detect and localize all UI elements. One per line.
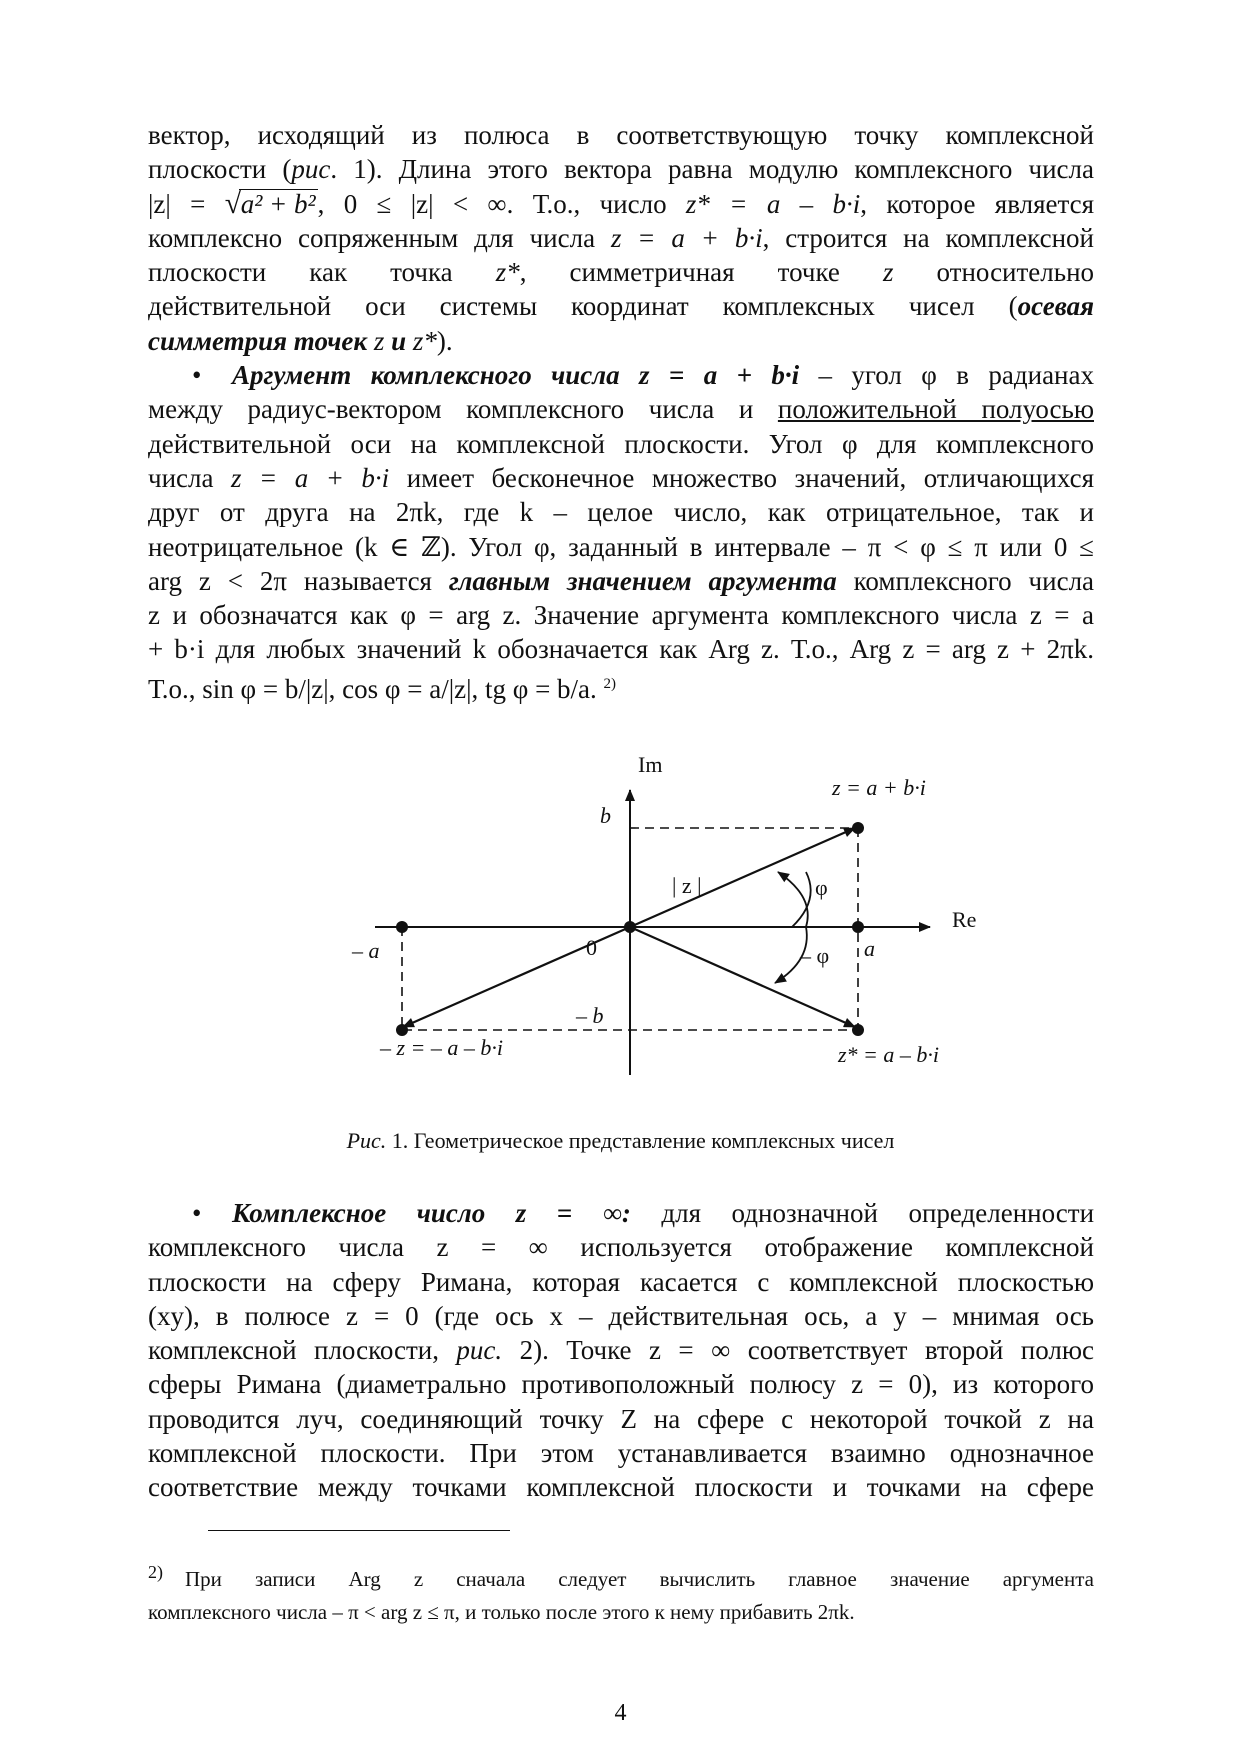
point-a — [852, 921, 864, 933]
text-line: между радиус-вектором комплексного числа и положительной полуосью — [148, 394, 1094, 425]
label-im: Im — [638, 752, 663, 777]
phi-arc-upper — [778, 872, 808, 927]
page-number: 4 — [614, 1700, 627, 1726]
text-line: друг от друга на 2πk, где k – целое число, как отрицательное, так и — [148, 497, 1094, 528]
text-line: плоскости как точка z*, симметричная точке z относительно — [148, 257, 1095, 288]
label-minus-z: – z = – a – b·i — [380, 1035, 504, 1060]
bullet-heading-argument: • Аргумент комплексного числа z = a + b·i – угол φ в радианах — [192, 360, 1094, 391]
paragraph-infinity — [148, 1196, 1094, 1505]
text-line: плоскости (рис. 1). Длина этого вектора равна модулю комплексного числа — [148, 154, 1094, 185]
text-line: вектор, исходящий из полюса в соответствующую точку комплексной — [148, 120, 1094, 150]
text-line: проводится луч, соединяющий точку Z на сфере с некоторой точкой z на — [148, 1403, 1094, 1434]
text-line: неотрицательное (k ∈ ℤ). Угол φ, заданный в интервале – π < φ ≤ π или 0 ≤ — [148, 531, 1094, 562]
point-z — [852, 822, 864, 834]
footnote-line: комплексного числа – π < arg z ≤ π, и только после этого к нему прибавить 2πk. — [148, 1600, 855, 1624]
footnote-reference: 2) — [603, 675, 617, 692]
text-line: (xy), в полюсе z = 0 (где ось x – действительная ось, а y – мнимая ось — [148, 1300, 1094, 1331]
text-line: комплексной плоскости. При этом устанавливается взаимно однозначное — [148, 1438, 1094, 1469]
text-line: arg z < 2π называется главным значением аргумента комплексного числа — [148, 565, 1095, 596]
footnote-number: 2) — [148, 1562, 163, 1582]
footnote-divider — [208, 1530, 510, 1531]
sqrt-expression: √ a² + b² — [224, 186, 316, 220]
text-line: |z| = √ a² + b², 0 ≤ |z| < ∞. Т.о., число z* = a – b·i, которое является — [148, 186, 1095, 220]
text-line: симметрия точек z и z*). — [148, 325, 453, 356]
text-line: действительной оси на комплексной плоскости. Угол φ для комплексного — [148, 428, 1094, 459]
text-line: плоскости на сферу Римана, которая касается с комплексной плоскостью — [148, 1266, 1094, 1297]
label-re: Re — [952, 907, 977, 932]
text-line: Т.о., sin φ = b/|z|, cos φ = a/|z|, tg φ = b/a. $^{2)}$ — [148, 673, 617, 704]
label-zero: 0 — [586, 935, 597, 960]
text-line: комплексной плоскости, рис. 2). Точке z = ∞ соответствует второй полюс — [148, 1335, 1094, 1366]
label-b: b — [600, 803, 611, 828]
label-minus-a: – a — [352, 938, 380, 963]
complex-plane-diagram — [148, 745, 1094, 1105]
label-z: z = a + b·i — [832, 775, 926, 800]
text-line: z и обозначатся как φ = arg z. Значение аргумента комплексного числа z = a — [148, 600, 1094, 631]
text-line: числа z = a + b·i имеет бесконечное множество значений, отличающихся — [148, 462, 1094, 493]
text-line: сферы Римана (диаметрально противоположный полюсу z = 0), из которого — [148, 1369, 1094, 1400]
point-origin — [624, 921, 636, 933]
point-minus-a — [396, 921, 408, 933]
label-a: a — [864, 936, 875, 961]
label-minus-b: – b — [576, 1003, 604, 1028]
point-z-star — [852, 1024, 864, 1036]
paragraph-intro — [148, 118, 1094, 706]
bullet-heading-infinity: • Комплексное число z = ∞: для однозначной определенности — [192, 1198, 1095, 1228]
text-line: соответствие между точками комплексной плоскости и точками на сфере — [148, 1472, 1094, 1503]
label-modz: | z | — [672, 873, 702, 898]
footnote — [148, 1556, 1094, 1629]
vector-z-star — [630, 927, 855, 1027]
text-line: комплексного числа z = ∞ используется отображение комплексной — [148, 1232, 1094, 1263]
label-phi: φ — [815, 875, 828, 900]
label-minus-phi: – φ — [800, 943, 830, 968]
text-line: действительной оси системы координат комплексных чисел (осевая — [148, 291, 1094, 322]
footnote-line: 2) При записи Arg z сначала следует вычислить главное значение аргумента — [148, 1562, 1094, 1591]
figure-caption: Рис. 1. Геометрическое представление комплексных чисел — [346, 1128, 895, 1153]
label-z-star: z* = a – b·i — [838, 1042, 940, 1067]
text-line: + b·i для любых значений k обозначается как Arg z. Т.о., Arg z = arg z + 2πk. — [148, 634, 1094, 665]
text-line: комплексно сопряженным для числа z = a + b·i, строится на комплексной — [148, 222, 1095, 253]
